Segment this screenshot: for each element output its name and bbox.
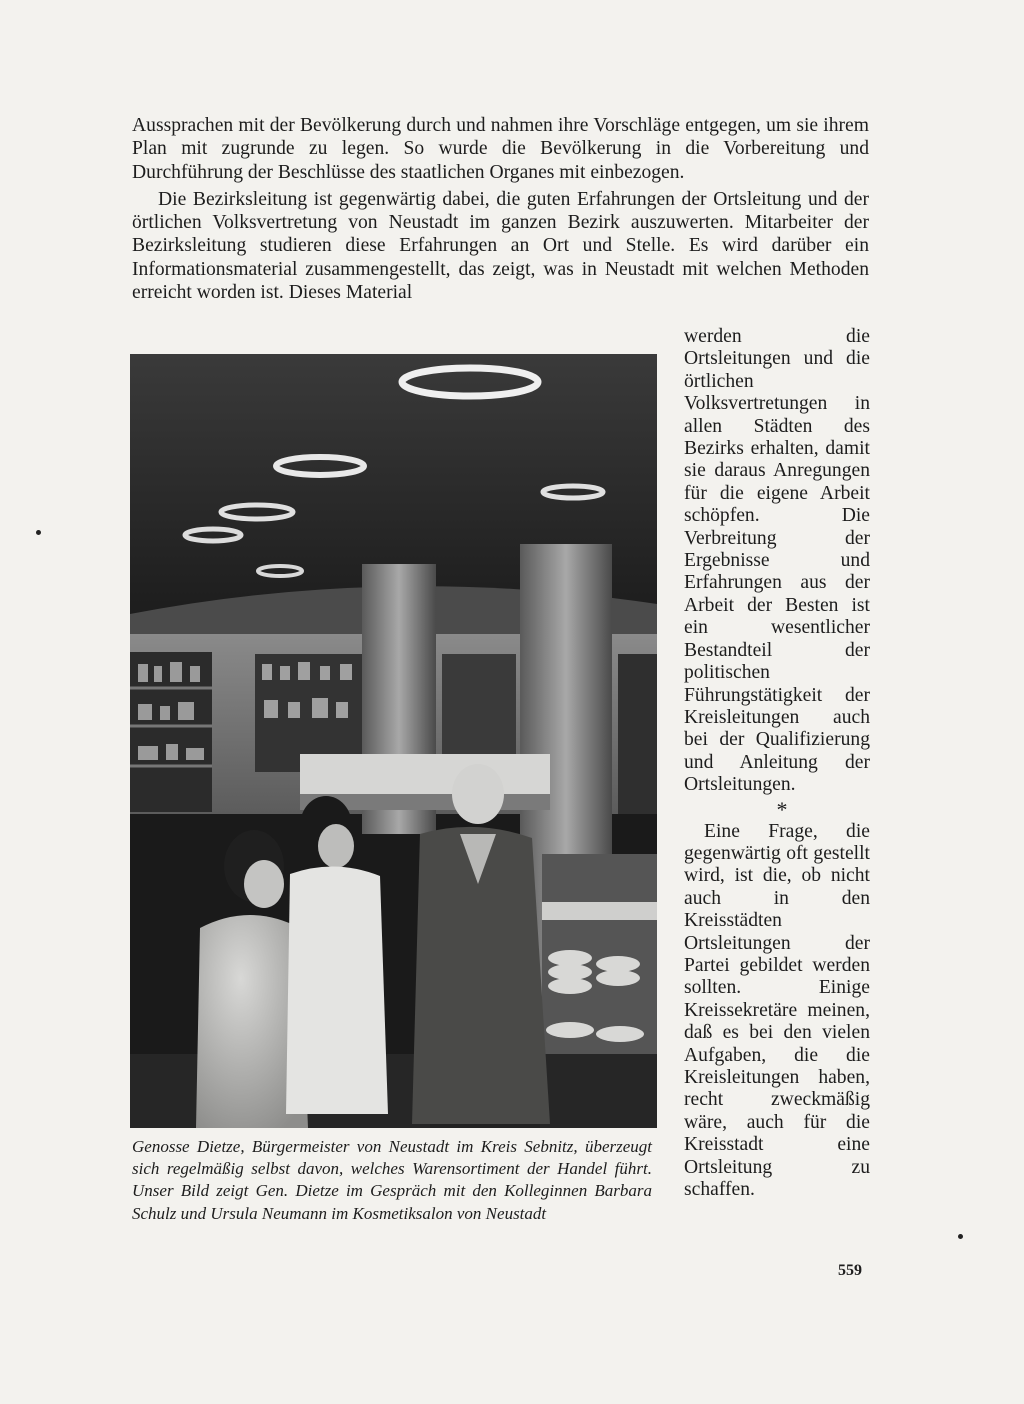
page-speck bbox=[958, 1234, 963, 1239]
photo-cosmetics-salon bbox=[130, 354, 657, 1128]
side-paragraph-2: Eine Frage, die gegenwärtig oft gestellt wird, ist die, ob nicht auch in den Kreisstädten Ortsleitungen der Partei gebildet werden sollten. Einige Kreissekretäre meinen, daß es bei den vielen Aufgaben, die die Kreisleitungen haben, recht zweckmäßig wäre, auch für die Kreisstadt eine Ortsleitung zu schaffen. bbox=[684, 820, 870, 1201]
page-speck bbox=[36, 530, 41, 535]
photo-image bbox=[130, 354, 657, 1128]
side-column-text bbox=[684, 326, 870, 1201]
side-paragraph-1: werden die Ortsleitungen und die örtlichen Volksvertretungen in allen Städten des Bezirks erhalten, damit sie daraus Anregungen für die eigene Arbeit schöpfen. Die Verbreitung der Ergebnisse und Erfahrungen aus der Arbeit der Besten ist ein wesentlicher Bestandteil der politischen Führungstätigkeit der Kreisleitungen auch bei der Qualifizierung und Anleitung der Ortsleitungen. bbox=[684, 326, 870, 796]
paragraph-1: Aussprachen mit der Bevölkerung durch und nahmen ihre Vorschläge entgegen, um sie ihrem Plan mit zugrunde zu legen. So wurde die Bevölkerung in die Vorbereitung und Durchführung der Beschlüsse des staatlichen Organes mit einbezogen. bbox=[132, 115, 869, 183]
photo-caption: Genosse Dietze, Bürgermeister von Neustadt im Kreis Sebnitz, überzeugt sich regelmäßig selbst davon, welches Warensortiment der Handel führt. Unser Bild zeigt Gen. Dietze im Gespräch mit den Kolleginnen Barbara Schulz und Ursula Neumann im Kosmetiksalon von Neustadt bbox=[132, 1137, 652, 1223]
paragraph-2: Die Bezirksleitung ist gegenwärtig dabei, die guten Erfahrungen der Ortsleitung und der örtlichen Volksvertretung von Neustadt im ganzen Bezirk auszuwerten. Mitarbeiter der Bezirksleitung studieren diese Erfahrungen an Ort und Stelle. Es wird darüber ein Informationsmaterial zusammengestellt, das zeigt, was in Neustadt mit welchen Methoden erreicht worden ist. Dieses Material bbox=[132, 188, 869, 304]
full-width-text bbox=[132, 114, 869, 304]
section-separator-star: * bbox=[776, 796, 788, 822]
page-number: 559 bbox=[838, 1262, 862, 1279]
